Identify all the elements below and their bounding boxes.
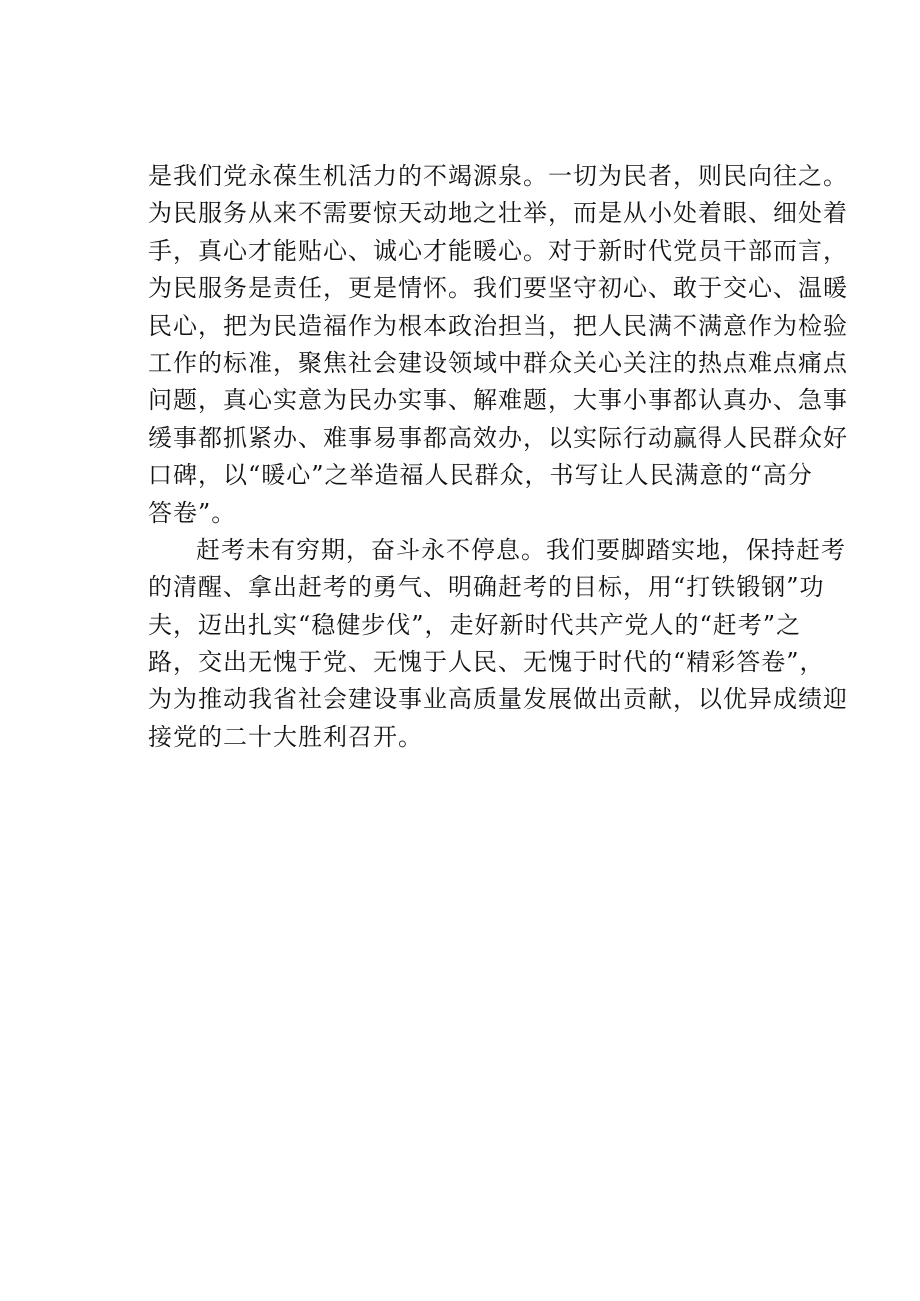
text-line-indented: 赶考未有穷期，奋斗永不停息。我们要脚踏实地，保持赶考 — [196, 535, 846, 564]
text-line: 问题，真心实意为民办实事、解难题，大事小事都认真办、急事 — [148, 386, 848, 415]
text-line: 的清醒、拿出赶考的勇气、明确赶考的目标，用“打铁锻钢”功 — [148, 573, 825, 602]
text-line: 为民服务是责任，更是情怀。我们要坚守初心、敢于交心、温暖 — [148, 274, 848, 303]
text-line: 民心，把为民造福作为根本政治担当，把人民满不满意作为检验 — [148, 311, 848, 340]
text-line: 夫，迈出扎实“稳健步伐”，走好新时代共产党人的“赶考”之 — [148, 610, 802, 639]
document-body — [148, 158, 848, 756]
text-line: 接党的二十大胜利召开。 — [148, 722, 423, 751]
paragraph-2 — [148, 532, 848, 756]
text-line: 路，交出无愧于党、无愧于人民、无愧于时代的“精彩答卷”， — [148, 648, 825, 677]
text-line: 为民服务从来不需要惊天动地之壮举，而是从小处着眼、细处着 — [148, 199, 848, 228]
text-line: 工作的标准，聚焦社会建设领域中群众关心关注的热点难点痛点 — [148, 348, 848, 377]
text-line: 缓事都抓紧办、难事易事都高效办，以实际行动赢得人民群众好 — [148, 423, 848, 452]
text-line: 为为推动我省社会建设事业高质量发展做出贡献，以优异成绩迎 — [148, 685, 848, 714]
paragraph-1 — [148, 158, 848, 532]
text-line: 口碑，以“暖心”之举造福人民群众，书写让人民满意的“高分 — [148, 461, 813, 490]
text-line: 手，真心才能贴心、诚心才能暖心。对于新时代党员干部而言， — [148, 236, 848, 265]
text-line: 答卷”。 — [148, 498, 237, 527]
text-line: 是我们党永葆生机活力的不竭源泉。一切为民者，则民向往之。 — [148, 162, 848, 190]
